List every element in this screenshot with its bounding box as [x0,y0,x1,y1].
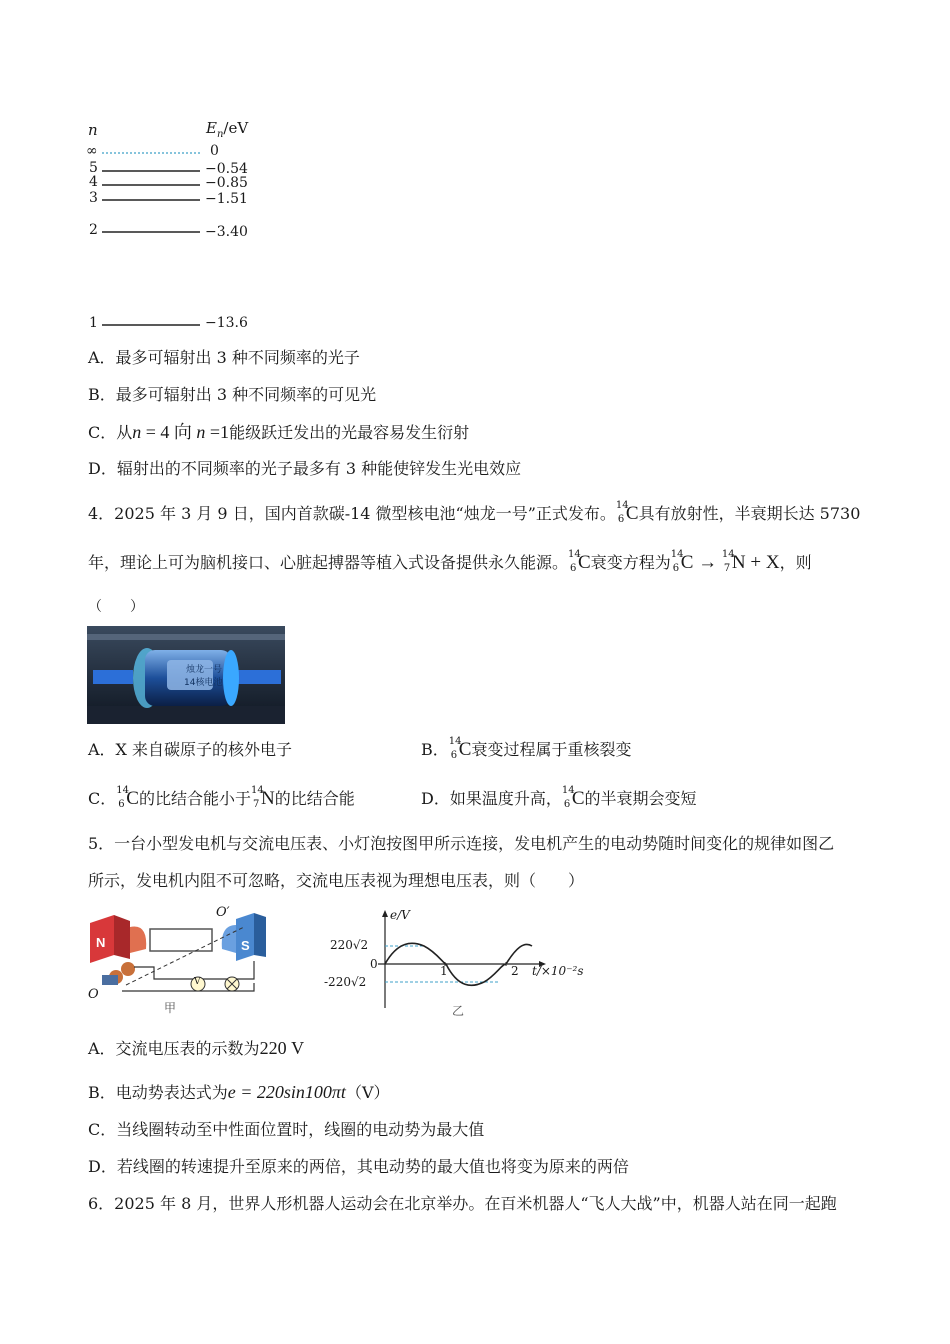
level-n-1: 1 [89,315,98,331]
level-n-inf: ∞ [86,143,98,159]
q3-option-a: A．最多可辐射出 3 种不同频率的光子 [88,348,360,367]
y-axis-label: e/V [390,908,410,922]
level-n-2: 2 [89,222,98,238]
generator-svg [86,905,286,1015]
x-axis-label: t/×10⁻²s [532,964,584,978]
axis-bottom-label: O [88,987,99,1002]
level-e-4: −0.85 [205,175,248,191]
q3-option-b: B．最多可辐射出 3 种不同频率的可见光 [88,385,377,404]
q5-stem-line2: 所示，发电机内阻不可忽略，交流电压表视为理想电压表，则（ ） [88,871,585,890]
x-tick-1: 1 [440,964,448,978]
y-max-label: 220√2 [330,938,369,952]
battery-label-2: 14核电池 [184,678,223,688]
generator-figure [86,905,286,1015]
axis-top-label: O′ [216,905,230,920]
q5-stem-line1: 5．一台小型发电机与交流电压表、小灯泡按图甲所示连接，发电机产生的电动势随时间变化的规律如图乙 [88,834,835,853]
q3-option-d: D．辐射出的不同频率的光子最多有 3 种能使锌发生光电效应 [88,459,522,478]
energy-level-svg [80,115,280,340]
emf-graph-svg [320,908,610,1016]
q4-stem-line1: 4．2025 年 3 月 9 日，国内首款碳-14 微型核电池“烛龙一号”正式发布。 14 6 C具有放射性，半衰期长达 5730 [88,499,861,525]
q6-stem-line1: 6．2025 年 8 月，世界人形机器人运动会在北京举办。在百米机器人“飞人大战”中，机器人站在同一起跑 [88,1194,837,1213]
n-axis-label: n [88,121,98,139]
q5-option-d: D．若线圈的转速提升至原来的两倍，其电动势的最大值也将变为原来的两倍 [88,1157,629,1176]
level-e-1: −13.6 [205,315,248,331]
q5-option-c: C．当线圈转动至中性面位置时，线圈的电动势为最大值 [88,1120,485,1139]
nuclear-battery-photo [87,626,285,724]
y-min-label: -220√2 [324,975,367,989]
q4-option-d: D．如果温度升高， 14 6 C的半衰期会变短 [421,784,697,810]
q4-option-c: C． 14 6 C的比结合能小于 14 7 N的比结合能 [88,784,355,810]
battery-label-1: 烛龙一号 [186,665,223,675]
s-pole-label: S [241,938,250,953]
emf-time-graph [320,908,610,1016]
level-n-3: 3 [89,190,98,206]
origin-label: 0 [370,957,378,971]
level-n-5: 5 [89,160,98,176]
q5-option-b: B．电动势表达式为e = 220sin100πt（V） [88,1082,390,1102]
energy-axis-label: $E_n/eV$ [206,119,249,140]
q4-stem-line2: 年，理论上可为脑机接口、心脏起搏器等植入式设备提供永久能源。 14 6 C衰变方程为 14 6 C → 14 7 N + X，则 [88,548,812,574]
level-e-3: −1.51 [205,191,248,207]
x-tick-2: 2 [511,964,519,978]
level-e-5: −0.54 [205,161,248,177]
n-pole-label: N [96,935,106,950]
level-e-2: −3.40 [205,224,248,240]
figure-a-caption: 甲 [164,1001,177,1015]
q3-option-c: C．从n = 4 向 n =1能级跃迁发出的光最容易发生衍射 [88,422,470,442]
voltmeter-label: V [194,977,201,987]
level-n-4: 4 [89,174,98,190]
q4-option-a: A．X 来自碳原子的核外电子 [88,740,293,759]
q4-answer-paren: （ ） [88,599,144,615]
figure-b-caption: 乙 [452,1004,465,1018]
q5-option-a: A．交流电压表的示数为220 V [88,1038,305,1058]
level-e-inf: 0 [210,143,219,159]
q4-option-b: B． 14 6 C衰变过程属于重核裂变 [421,735,632,761]
